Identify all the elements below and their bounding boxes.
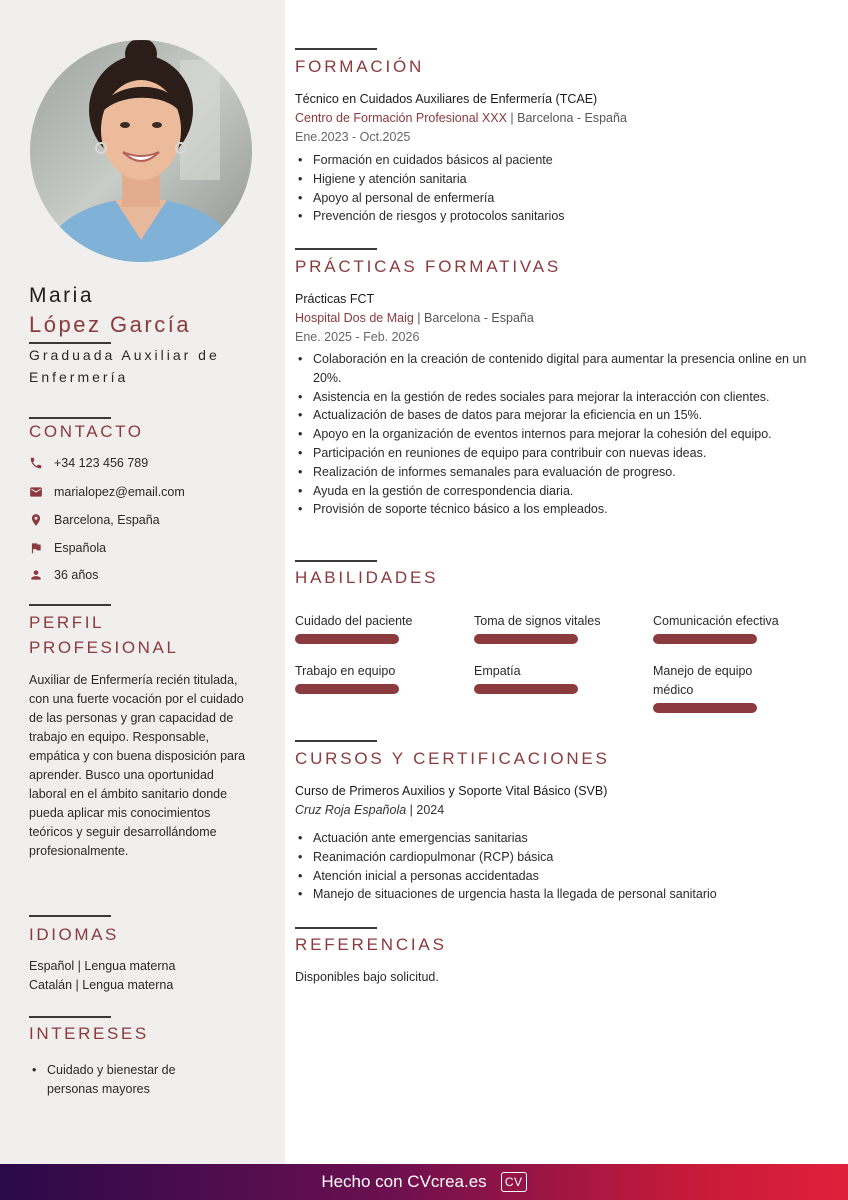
footer-banner[interactable] bbox=[0, 1164, 848, 1200]
skill-bar bbox=[295, 684, 399, 694]
divider bbox=[295, 248, 377, 250]
list-item: • Cuidado y bienestar de personas mayores bbox=[29, 1061, 229, 1099]
contact-email bbox=[29, 483, 185, 501]
list-item: • Realización de informes semanales para evaluación de progreso. bbox=[295, 463, 830, 482]
list-item: • Apoyo en la organización de eventos internos para mejorar la cohesión del equipo. bbox=[295, 425, 830, 444]
internship-heading: PRÁCTICAS FORMATIVAS bbox=[295, 257, 562, 276]
contact-phone bbox=[29, 454, 148, 472]
language-item: Español | Lengua materna bbox=[29, 959, 176, 973]
internship-dates: Ene. 2025 - Feb. 2026 bbox=[295, 330, 420, 344]
divider bbox=[295, 927, 377, 929]
skill-bar bbox=[295, 634, 399, 644]
list-item: • Ayuda en la gestión de correspondencia diaria. bbox=[295, 482, 830, 501]
list-item: • Colaboración en la creación de contenido digital para aumentar la presencia online en un 20%. bbox=[295, 350, 830, 388]
list-item: • Asistencia en la gestión de redes sociales para mejorar la interacción con clientes. bbox=[295, 388, 830, 407]
skill-bar bbox=[653, 634, 757, 644]
organization-place: | Barcelona - España bbox=[413, 311, 534, 325]
profile-heading: PERFIL PROFESIONAL bbox=[29, 613, 179, 657]
courses-heading: CURSOS Y CERTIFICACIONES bbox=[295, 749, 610, 768]
education-heading: FORMACIÓN bbox=[295, 57, 425, 76]
contact-nationality bbox=[29, 539, 106, 557]
list-item: • Actuación ante emergencias sanitarias bbox=[295, 829, 830, 848]
references-text: Disponibles bajo solicitud. bbox=[295, 970, 439, 984]
job-title: Graduada Auxiliar de Enfermería bbox=[29, 347, 220, 385]
skills-heading: HABILIDADES bbox=[295, 568, 439, 587]
list-item: • Actualización de bases de datos para mejorar la eficiencia en un 15%. bbox=[295, 406, 830, 425]
course-institution bbox=[295, 803, 444, 817]
list-item: • Prevención de riesgos y protocolos sanitarios bbox=[295, 207, 830, 226]
education-bullets bbox=[295, 151, 830, 226]
skill-item bbox=[653, 612, 818, 644]
course-year: | 2024 bbox=[406, 803, 445, 817]
skill-label: Trabajo en equipo bbox=[295, 664, 396, 678]
phone-icon bbox=[29, 456, 43, 470]
institution-place: | Barcelona - España bbox=[506, 111, 627, 125]
skill-label: Empatía bbox=[474, 664, 521, 678]
education-dates: Ene.2023 - Oct.2025 bbox=[295, 130, 411, 144]
skill-bar bbox=[474, 634, 578, 644]
divider bbox=[295, 48, 377, 50]
divider bbox=[295, 740, 377, 742]
course-bullets bbox=[295, 829, 830, 904]
list-item: • Participación en reuniones de equipo para contribuir con nuevas ideas. bbox=[295, 444, 830, 463]
internship-bullets bbox=[295, 350, 830, 519]
first-name: Maria bbox=[29, 284, 95, 307]
profile-photo bbox=[30, 40, 252, 262]
interests-heading: INTERESES bbox=[29, 1024, 149, 1043]
internship-organization bbox=[295, 311, 534, 325]
age-text: 36 años bbox=[54, 568, 99, 582]
list-item: • Provisión de soporte técnico básico a los empleados. bbox=[295, 500, 830, 519]
skill-label: Toma de signos vitales bbox=[474, 614, 601, 628]
skill-bar bbox=[653, 703, 757, 713]
contact-heading: CONTACTO bbox=[29, 422, 144, 441]
list-item: • Reanimación cardiopulmonar (RCP) básica bbox=[295, 848, 830, 867]
skill-item bbox=[295, 662, 460, 694]
contact-age bbox=[29, 566, 98, 584]
flag-icon bbox=[29, 541, 43, 555]
skill-label: Manejo de equipo médico bbox=[653, 664, 753, 697]
location-pin-icon bbox=[29, 513, 43, 527]
location-text: Barcelona, España bbox=[54, 513, 160, 527]
list-item: • Apoyo al personal de enfermería bbox=[295, 189, 830, 208]
divider bbox=[29, 1016, 111, 1018]
cv-logo-icon: CV bbox=[501, 1172, 527, 1192]
references-heading: REFERENCIAS bbox=[295, 935, 447, 954]
footer-text[interactable]: Hecho con CVcrea.es bbox=[321, 1172, 487, 1191]
institution-name: Centro de Formación Profesional XXX bbox=[295, 111, 507, 125]
education-title: Técnico en Cuidados Auxiliares de Enfermería (TCAE) bbox=[295, 92, 598, 106]
divider bbox=[295, 560, 377, 562]
sidebar bbox=[0, 0, 285, 1164]
skill-label: Comunicación efectiva bbox=[653, 614, 779, 628]
main-content bbox=[285, 0, 848, 1164]
skill-item bbox=[474, 662, 639, 694]
contact-location bbox=[29, 511, 160, 529]
list-item: • Atención inicial a personas accidentadas bbox=[295, 867, 830, 886]
divider bbox=[29, 604, 111, 606]
skill-label: Cuidado del paciente bbox=[295, 614, 413, 628]
interests-list bbox=[29, 1061, 229, 1099]
list-item: • Formación en cuidados básicos al paciente bbox=[295, 151, 830, 170]
skill-item bbox=[295, 612, 460, 644]
nationality-text: Española bbox=[54, 541, 107, 555]
course-provider: Cruz Roja Española bbox=[295, 803, 407, 817]
skill-item bbox=[474, 612, 639, 644]
language-item: Catalán | Lengua materna bbox=[29, 978, 174, 992]
organization-name: Hospital Dos de Maig bbox=[295, 311, 414, 325]
phone-text: +34 123 456 789 bbox=[54, 456, 149, 470]
divider bbox=[29, 915, 111, 917]
languages-heading: IDIOMAS bbox=[29, 925, 119, 944]
person-icon bbox=[29, 568, 43, 582]
email-text: marialopez@email.com bbox=[54, 485, 185, 499]
list-item: • Higiene y atención sanitaria bbox=[295, 170, 830, 189]
email-icon bbox=[29, 485, 43, 499]
internship-title: Prácticas FCT bbox=[295, 292, 375, 306]
course-title: Curso de Primeros Auxilios y Soporte Vital Básico (SVB) bbox=[295, 784, 608, 798]
list-item: • Manejo de situaciones de urgencia hasta la llegada de personal sanitario bbox=[295, 885, 830, 904]
skill-item bbox=[653, 662, 793, 713]
education-institution bbox=[295, 111, 627, 125]
skill-bar bbox=[474, 684, 578, 694]
profile-summary: Auxiliar de Enfermería recién titulada, con una fuerte vocación por el cuidado de las personas y gran capacidad de trabajo en equipo. Responsable, empática y con buena disposición para aprender. Busco una oportunidad laboral en el ámbito sanitario donde pueda aplicar mis conocimientos teóricos y seguir desarrollándome profesionalmente. bbox=[29, 673, 246, 858]
last-name: López García bbox=[29, 312, 192, 337]
